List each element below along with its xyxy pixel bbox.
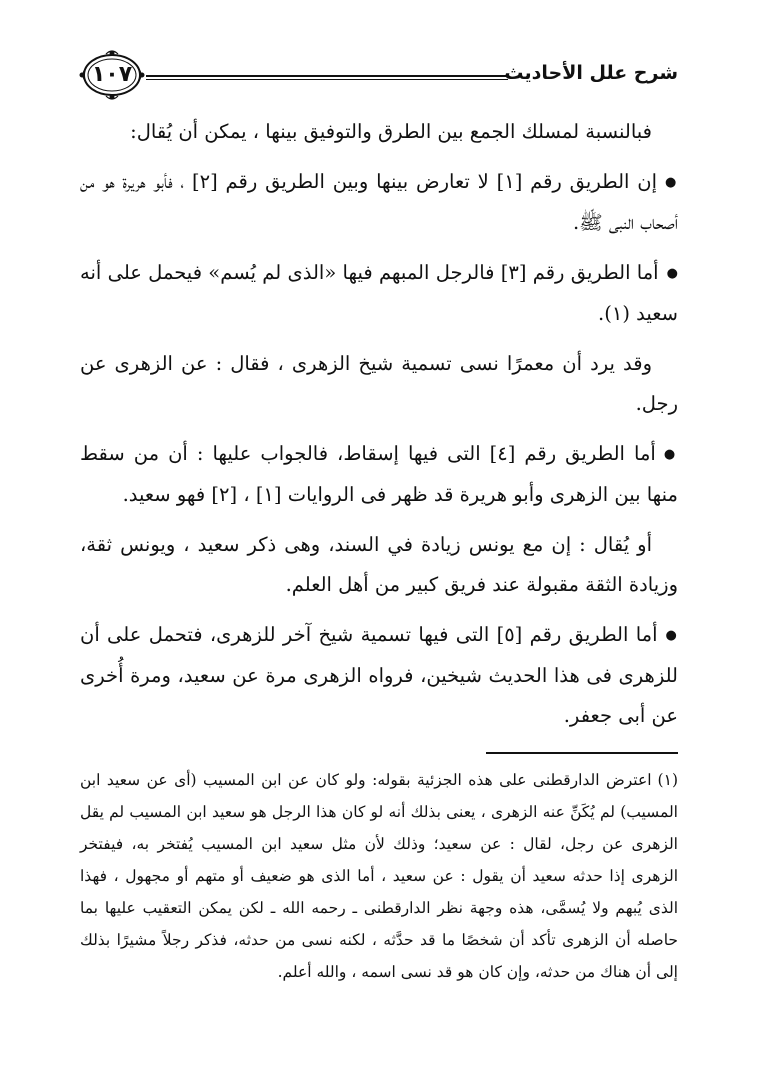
paragraph: فبالنسبة لمسلك الجمع بين الطرق والتوفيق بينها ، يمكن أن يُقال: xyxy=(130,120,652,143)
bullet-paragraph xyxy=(80,253,678,334)
bullet-paragraph xyxy=(80,615,678,736)
bullet-paragraph xyxy=(80,162,678,243)
page-number: ١٠٧ xyxy=(91,62,133,87)
paragraph-text: أما الطريق رقم [٤] التى فيها إسقاط، فالجواب عليها : أن من سقط منها بين الزهرى وأبو هريرة قد ظهر فى الروايات [١] ، [٢] فهو سعيد. xyxy=(80,442,678,506)
footnotes xyxy=(80,764,678,998)
bullet-paragraph xyxy=(80,434,678,515)
footnote-marker: (١) xyxy=(657,771,678,789)
paragraph: وقد يرد أن معمرًا نسى تسمية شيخ الزهرى ، فقال : عن الزهرى عن رجل. xyxy=(80,352,678,415)
paragraph-text: أما الطريق رقم [٣] فالرجل المبهم فيها «الذى لم يُسم» فيحمل على أنه سعيد (١). xyxy=(80,261,678,325)
footnote-1 xyxy=(80,764,678,988)
running-title: شرح علل الأحاديث xyxy=(504,62,678,84)
paragraph: أو يُقال : إن مع يونس زيادة في السند، وهى ذكر سعيد ، ويونس ثقة، وزيادة الثقة مقبولة عند فريق كبير من أهل العلم. xyxy=(80,533,678,596)
paragraph-text: إن الطريق رقم [١] لا تعارض بينها وبين الطريق رقم [٢] ، فأبو هريرة هو من أصحاب النبى ﷺ. xyxy=(80,170,678,234)
page-number-ornament xyxy=(78,48,146,102)
main-text xyxy=(80,112,678,746)
footnote-separator xyxy=(486,752,678,754)
footnote-text: اعترض الدارقطنى على هذه الجزئية بقوله: ولو كان عن ابن المسيب (أى عن سعيد ابن المسيب) لم يُكَنِّ عنه الزهرى ، يعنى بذلك أنه لو كان هذا الرجل هو سعيد ابن المسيب لم يقل الزهرى عن رجل، لقال : عن سعيد؛ وذلك لأن مثل سعيد ابن المسيب يُفتخر به، فيفتخر الزهرى إذا حدثه سعيد أن يقول : عن سعيد ، أما الذى هو ضعيف أو متهم أو مجهول ، فهذا الذى يُبهم ولا يُسمَّى، هذه وجهة نظر الدارقطنى ـ رحمه الله ـ لكن يمكن التعقيب عليها بما حاصله أن الزهرى تأكد أن شخصًا ما قد حدَّثه ، لكنه نسى من حدثه، فذكر رجلاً مشيرًا بذلك إلى أن هناك من حدثه، وإن كان هو قد نسى اسمه ، والله أعلم. xyxy=(80,771,678,981)
header-rule xyxy=(146,75,508,77)
page-header xyxy=(78,48,678,108)
paragraph-text: أما الطريق رقم [٥] التى فيها تسمية شيخ آخر للزهرى، فتحمل على أن للزهرى فى هذا الحديث شيخين، فرواه الزهرى مرة عن سعيد، ومرة أُخرى عن أبى جعفر. xyxy=(80,623,678,727)
